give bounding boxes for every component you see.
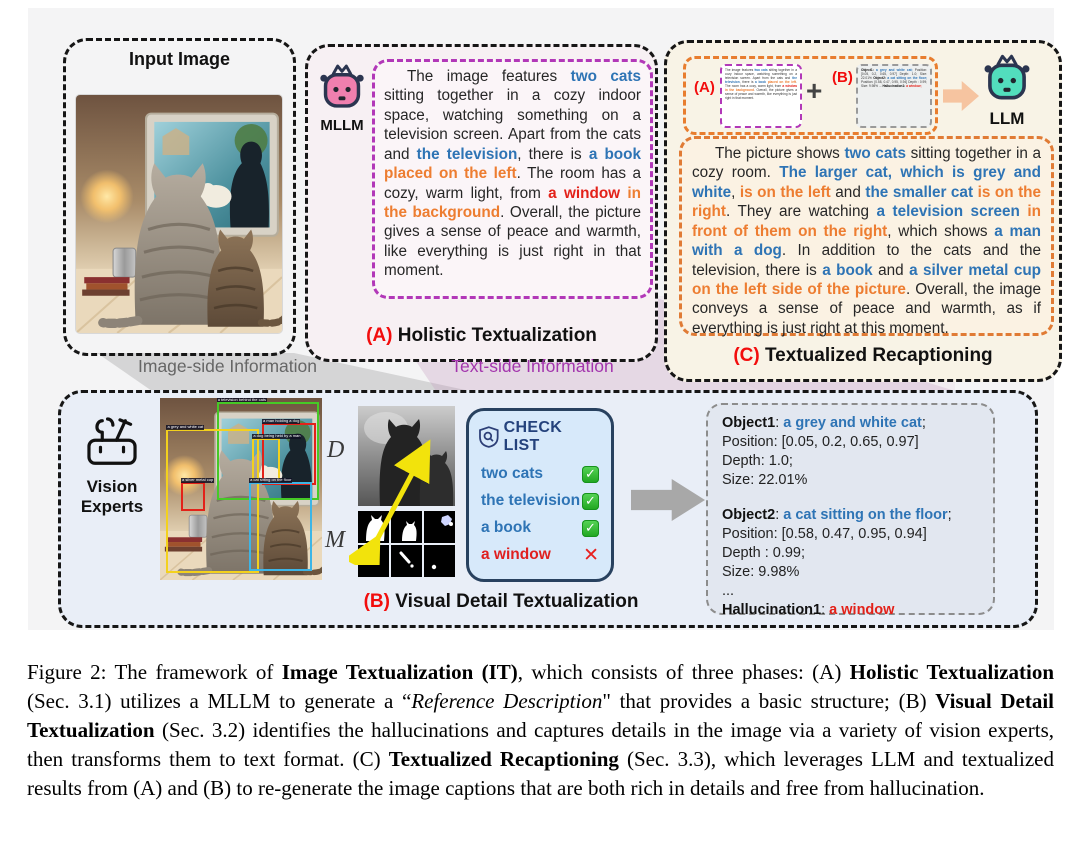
recaption-text-box	[679, 136, 1054, 336]
bounding-box	[181, 476, 214, 511]
visual-detail-panel	[58, 390, 1038, 628]
depth-label: D	[327, 437, 345, 463]
object-list-panel	[706, 403, 995, 619]
check-list-item	[479, 546, 601, 564]
check-list-item-label: the television	[481, 492, 581, 509]
thumbnail-a-text: The image features two cats sitting together in a cozy indoor space, watching something on a television screen. Apart from the cats and the television, there is a book placed on the left. The room has a cozy, warm light, from a window in the background. Overall, the picture gives a sense of peace and warmth, like everything is just right in that moment.	[725, 68, 797, 100]
mask-thumbnail	[358, 511, 389, 543]
depth-map	[358, 406, 455, 506]
object-list	[722, 414, 979, 620]
check-list-title: CHECK LIST	[503, 419, 563, 454]
bounding-box	[249, 476, 312, 571]
check-icon: ✓	[582, 520, 599, 537]
llm-robot	[979, 51, 1035, 129]
input-a-tag: (A)	[694, 79, 715, 96]
bounding-box-label: a dog being held by a man	[253, 433, 301, 439]
arrow-to-llm-icon	[943, 81, 979, 111]
visual-detail-caption: (B) Visual Detail Textualization	[363, 591, 639, 612]
recaption-text: The picture shows two cats sitting together in a cozy room. The larger cat, which is grey and white, is on the left and the smaller cat is on the right. They are watching a television screen in front of them on the right, which shows a man with a dog. In addition to the cats and the television, there is a book and a silver metal cup on the left side of the picture. Overall, the image conveys a sense of peace and warmth, as if everything is just right at this moment.	[692, 145, 1042, 337]
llm-icon	[980, 51, 1034, 103]
llm-label: LLM	[989, 109, 1025, 128]
thumbnail-a	[720, 64, 802, 128]
object-entry: Hallucination1: a window	[722, 602, 895, 619]
reference-description-text: The image features two cats sitting together in a cozy indoor space, watching something on a television screen. Apart from the cats and the television, there is a book placed on the left. The room has a cozy, warm light, from a window in the background. Overall, the picture gives a sense of peace and warmth, like everything is just right in that moment.	[384, 68, 642, 280]
mllm-label: MLLM	[320, 117, 364, 134]
mask-thumbnail	[424, 545, 455, 577]
mllm-robot	[314, 61, 370, 134]
bounding-box-label: a television behind the cats	[217, 398, 266, 402]
textualized-recaptioning-panel	[664, 40, 1062, 382]
segmentation-masks	[358, 511, 455, 577]
input-image-photo	[76, 95, 282, 333]
mask-label: M	[325, 527, 345, 553]
object-entry: ...	[722, 583, 735, 599]
check-list-item	[479, 465, 601, 483]
text-side-information-label: Text-side Information	[451, 356, 614, 376]
check-list-panel	[466, 408, 614, 582]
mask-thumbnail	[424, 511, 455, 543]
holistic-textualization-panel	[305, 44, 658, 362]
check-list-item-label: two cats	[481, 465, 544, 482]
mllm-icon	[316, 61, 368, 111]
check-list-header	[479, 419, 601, 455]
object-entry: Object2: a cat sitting on the floor; Position: [0.58, 0.47, 0.95, 0.94] Depth : 0.99; Size: 9.98%	[722, 506, 952, 580]
combine-inputs-box	[683, 56, 938, 135]
check-list-item-label: a window	[481, 546, 551, 563]
check-icon: ✓	[582, 466, 599, 483]
input-b-tag: (B)	[832, 69, 853, 86]
bounding-box-label: a man holding a dog	[263, 418, 300, 424]
check-icon: ✓	[582, 493, 599, 510]
thumbnail-b-text: Object1: a grey and white cat; Position: [0.05, 0.2, 0.65, 0.97] Depth: 1.0; Size: 22.01% Object2: a cat sitting on the floor; Position: [0.58, 0.47, 0.95, 0.94] Depth : 0.99; Size: 9.98% ... Hallucination1: a window;	[861, 68, 928, 88]
mask-thumbnail	[391, 511, 422, 543]
shield-search-icon	[479, 426, 499, 448]
thumbnail-b	[856, 64, 932, 128]
figure-caption: Figure 2: The framework of Image Textualization (IT), which consists of three phases: (A) Holistic Textualization (Sec. 3.1) utilizes a MLLM to generate a “Reference Description" that provides a basic structure; (B) Visual Detail Textualization (Sec. 3.2) identifies the hallucinations and captures details in the image via a variety of vision experts, then transforms them to text format. (C) Textualized Recaptioning (Sec. 3.3), which leverages LLM and textualized results from (A) and (B) to re-generate the image captions that are both rich in details and free from hallucination.	[27, 660, 1055, 800]
check-list-items	[479, 465, 601, 564]
object-entry: Object1: a grey and white cat; Position: [0.05, 0.2, 0.65, 0.97] Depth: 1.0; Size: 22.01%	[722, 415, 926, 489]
holistic-caption: (A) Holistic Textualization	[366, 325, 597, 346]
bounding-box-label: a silver metal cup	[182, 476, 214, 482]
arrow-to-object-list	[631, 479, 705, 521]
mask-thumbnail	[358, 545, 389, 577]
annotated-image	[160, 398, 322, 580]
bounding-box-label: a cat sitting on the floor	[250, 476, 292, 482]
check-list-item	[479, 519, 601, 537]
vision-experts-label: Vision Experts	[80, 477, 144, 516]
image-side-information-label: Image-side Information	[138, 356, 317, 376]
input-image-panel	[63, 38, 296, 356]
bbox-layer	[160, 398, 322, 580]
reference-description-box	[372, 59, 653, 299]
bounding-box-label: a grey and white cat	[167, 423, 204, 429]
recaptioning-caption: (C) Textualized Recaptioning	[733, 345, 993, 366]
cross-icon: ✕	[583, 544, 599, 566]
mask-thumbnail	[391, 545, 422, 577]
plus-sign: +	[806, 75, 823, 106]
check-list-item	[479, 492, 601, 510]
input-image-title: Input Image	[128, 49, 230, 69]
toolbox-icon	[81, 409, 143, 475]
check-list-item-label: a book	[481, 519, 531, 536]
